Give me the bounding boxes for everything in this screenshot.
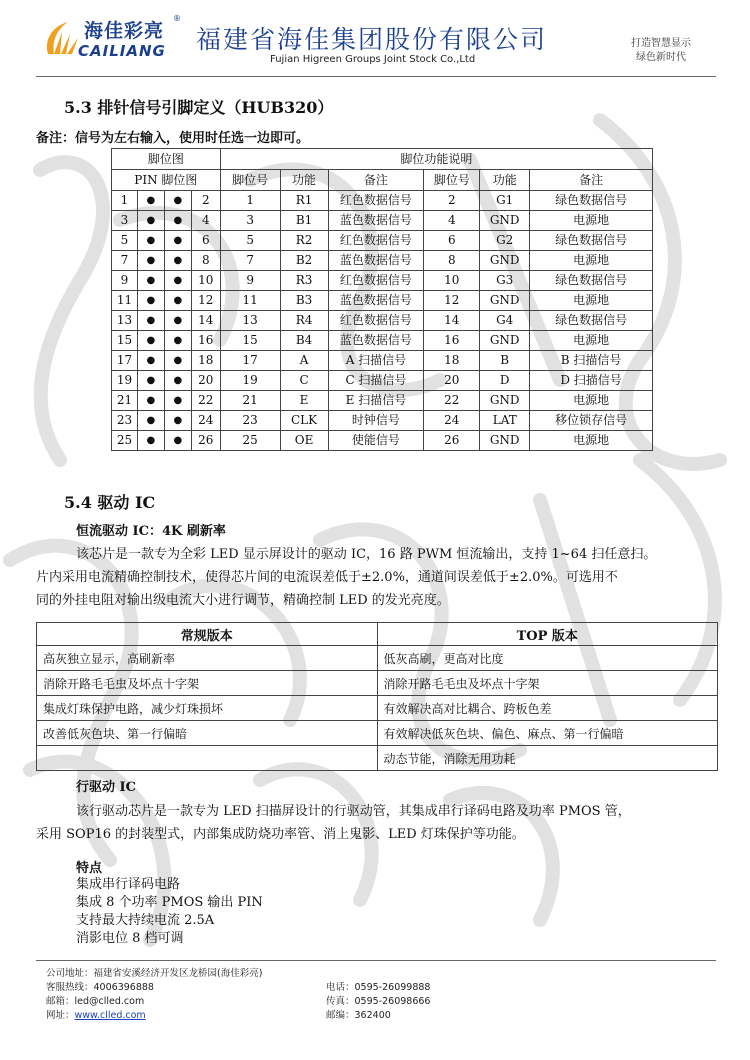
pin-number-even: 26 bbox=[424, 431, 480, 451]
standard-version-cell bbox=[37, 746, 378, 771]
pin-number-odd: 3 bbox=[220, 211, 280, 231]
note-even: 绿色数据信号 bbox=[530, 311, 653, 331]
pin-number-odd: 9 bbox=[220, 271, 280, 291]
subheader-note-2: 备注 bbox=[530, 170, 653, 191]
pin-dot-right: ● bbox=[164, 291, 191, 311]
header-pin-diagram: 脚位图 bbox=[112, 149, 221, 170]
subheader-pin-map: PIN 脚位图 bbox=[112, 170, 221, 191]
function-even: GND bbox=[480, 251, 530, 271]
pin-dot-right: ● bbox=[164, 351, 191, 371]
pin-right-number: 16 bbox=[191, 331, 220, 351]
pin-number-even: 14 bbox=[424, 311, 480, 331]
registered-mark: ® bbox=[173, 14, 181, 23]
table-row bbox=[37, 746, 718, 771]
pin-number-odd: 25 bbox=[220, 431, 280, 451]
pin-number-even: 4 bbox=[424, 211, 480, 231]
section-5-3-note: 备注：信号为左右输入，使用时任选一边即可。 bbox=[36, 131, 310, 146]
footer-website bbox=[46, 1007, 146, 1021]
pin-left-number: 19 bbox=[112, 371, 138, 391]
pin-dot-left: ● bbox=[137, 431, 164, 451]
constant-current-ic-title: 恒流驱动 IC：4K 刷新率 bbox=[76, 524, 226, 539]
pin-dot-left: ● bbox=[137, 411, 164, 431]
note-even: 电源地 bbox=[530, 431, 653, 451]
function-even: GND bbox=[480, 211, 530, 231]
pin-number-odd: 5 bbox=[220, 231, 280, 251]
top-version-cell: 有效解决高对比耦合、跨板色差 bbox=[377, 696, 718, 721]
note-odd: 蓝色数据信号 bbox=[328, 331, 424, 351]
service-label: 客服热线： bbox=[46, 982, 94, 993]
table-row bbox=[112, 391, 653, 411]
function-odd: B4 bbox=[280, 331, 328, 351]
function-odd: B1 bbox=[280, 211, 328, 231]
table-row bbox=[112, 251, 653, 271]
function-odd: R1 bbox=[280, 191, 328, 211]
pin-left-number: 11 bbox=[112, 291, 138, 311]
pin-left-number: 9 bbox=[112, 271, 138, 291]
footer-fax bbox=[326, 993, 430, 1007]
note-odd: 红色数据信号 bbox=[328, 191, 424, 211]
function-odd: CLK bbox=[280, 411, 328, 431]
pin-right-number: 6 bbox=[191, 231, 220, 251]
tel-number: 0595-26099888 bbox=[354, 982, 431, 993]
note-even: B 扫描信号 bbox=[530, 351, 653, 371]
pin-number-odd: 15 bbox=[220, 331, 280, 351]
pin-left-number: 25 bbox=[112, 431, 138, 451]
note-odd: C 扫描信号 bbox=[328, 371, 424, 391]
footer-service-hotline bbox=[46, 979, 154, 993]
subheader-function-2: 功能 bbox=[480, 170, 530, 191]
pin-right-number: 4 bbox=[191, 211, 220, 231]
top-version-cell: 消除开路毛毛虫及坏点十字架 bbox=[377, 671, 718, 696]
table-row bbox=[112, 271, 653, 291]
list-item: 集成 8 个功率 PMOS 输出 PIN bbox=[76, 895, 263, 910]
note-odd: 使能信号 bbox=[328, 431, 424, 451]
function-even: G1 bbox=[480, 191, 530, 211]
table-row bbox=[112, 291, 653, 311]
mail-address: led@clled.com bbox=[74, 996, 145, 1007]
features-list bbox=[76, 876, 263, 948]
function-even: D bbox=[480, 371, 530, 391]
function-even: GND bbox=[480, 331, 530, 351]
pin-number-odd: 21 bbox=[220, 391, 280, 411]
note-odd: 蓝色数据信号 bbox=[328, 291, 424, 311]
note-even: 电源地 bbox=[530, 331, 653, 351]
function-even: LAT bbox=[480, 411, 530, 431]
pin-dot-right: ● bbox=[164, 251, 191, 271]
table-row bbox=[112, 351, 653, 371]
footer-zip bbox=[326, 1007, 391, 1021]
pin-right-number: 26 bbox=[191, 431, 220, 451]
pin-number-even: 22 bbox=[424, 391, 480, 411]
paragraph-line: 该行驱动芯片是一款专为 LED 扫描屏设计的行驱动管，其集成串行译码电路及功率 PMOS 管， bbox=[76, 804, 631, 819]
list-item: 消影电位 8 档可调 bbox=[76, 931, 184, 946]
note-even: 电源地 bbox=[530, 211, 653, 231]
pin-number-even: 6 bbox=[424, 231, 480, 251]
website-link[interactable]: www.clled.com bbox=[74, 1010, 146, 1021]
standard-version-cell: 改善低灰色块、第一行偏暗 bbox=[37, 721, 378, 746]
list-item: 集成串行译码电路 bbox=[76, 877, 181, 892]
pin-dot-right: ● bbox=[164, 371, 191, 391]
pin-number-even: 18 bbox=[424, 351, 480, 371]
pin-number-even: 24 bbox=[424, 411, 480, 431]
subheader-pin-no-1: 脚位号 bbox=[220, 170, 280, 191]
table-row bbox=[37, 696, 718, 721]
service-number: 4006396888 bbox=[93, 982, 154, 993]
logo-chinese: 海佳彩亮 bbox=[84, 20, 165, 42]
note-even: D 扫描信号 bbox=[530, 371, 653, 391]
table-row bbox=[112, 231, 653, 251]
slogan-line-2: 绿色新时代 bbox=[636, 52, 686, 63]
function-even: G2 bbox=[480, 231, 530, 251]
constant-current-ic-paragraph bbox=[36, 543, 716, 612]
table-row bbox=[112, 331, 653, 351]
list-item: 支持最大持续电流 2.5A bbox=[76, 913, 215, 928]
pin-left-number: 21 bbox=[112, 391, 138, 411]
note-even: 电源地 bbox=[530, 291, 653, 311]
footer-divider bbox=[36, 960, 716, 961]
section-5-4-title: 5.4 驱动 IC bbox=[64, 493, 156, 512]
pin-left-number: 15 bbox=[112, 331, 138, 351]
pin-dot-right: ● bbox=[164, 231, 191, 251]
table-row bbox=[112, 431, 653, 451]
standard-version-cell: 集成灯珠保护电路，减少灯珠损坏 bbox=[37, 696, 378, 721]
pin-number-even: 16 bbox=[424, 331, 480, 351]
function-even: G3 bbox=[480, 271, 530, 291]
pin-dot-right: ● bbox=[164, 331, 191, 351]
pin-dot-left: ● bbox=[137, 191, 164, 211]
tel-label: 电话： bbox=[326, 982, 355, 993]
standard-version-header: 常规版本 bbox=[37, 623, 378, 646]
subheader-pin-no-2: 脚位号 bbox=[424, 170, 480, 191]
fax-number: 0595-26098666 bbox=[354, 996, 431, 1007]
pin-dot-left: ● bbox=[137, 291, 164, 311]
pin-dot-right: ● bbox=[164, 191, 191, 211]
note-even: 绿色数据信号 bbox=[530, 271, 653, 291]
section-5-3-title: 5.3 排针信号引脚定义（HUB320） bbox=[64, 98, 334, 117]
function-odd: R3 bbox=[280, 271, 328, 291]
logo-english: CAILIANG bbox=[78, 42, 166, 60]
footer-address: 公司地址：福建省安溪经济开发区龙桥园(海佳彩亮) bbox=[46, 968, 263, 979]
function-even: GND bbox=[480, 391, 530, 411]
pin-right-number: 8 bbox=[191, 251, 220, 271]
pin-left-number: 7 bbox=[112, 251, 138, 271]
table-row bbox=[37, 721, 718, 746]
note-odd: A 扫描信号 bbox=[328, 351, 424, 371]
table-row bbox=[112, 191, 653, 211]
note-even: 电源地 bbox=[530, 251, 653, 271]
version-comparison-table bbox=[36, 622, 718, 771]
footer-telephone bbox=[326, 979, 430, 993]
company-name-cn: 福建省海佳集团股份有限公司 bbox=[196, 25, 548, 54]
note-even: 绿色数据信号 bbox=[530, 231, 653, 251]
pin-number-odd: 23 bbox=[220, 411, 280, 431]
note-odd: 时钟信号 bbox=[328, 411, 424, 431]
pin-dot-right: ● bbox=[164, 271, 191, 291]
function-even: B bbox=[480, 351, 530, 371]
pin-definition-table bbox=[111, 148, 653, 451]
table-row bbox=[37, 646, 718, 671]
paragraph-line: 该芯片是一款专为全彩 LED 显示屏设计的驱动 IC，16 路 PWM 恒流输出，支持 1~64 扫任意扫。 bbox=[76, 547, 657, 562]
pin-right-number: 22 bbox=[191, 391, 220, 411]
pin-dot-left: ● bbox=[137, 371, 164, 391]
company-name-en: Fujian Higreen Groups Joint Stock Co.,Ltd bbox=[270, 54, 476, 65]
pin-number-even: 2 bbox=[424, 191, 480, 211]
pin-left-number: 5 bbox=[112, 231, 138, 251]
standard-version-cell: 消除开路毛毛虫及坏点十字架 bbox=[37, 671, 378, 696]
pin-right-number: 12 bbox=[191, 291, 220, 311]
pin-right-number: 2 bbox=[191, 191, 220, 211]
pin-dot-right: ● bbox=[164, 431, 191, 451]
pin-number-odd: 11 bbox=[220, 291, 280, 311]
note-even: 绿色数据信号 bbox=[530, 191, 653, 211]
note-odd: E 扫描信号 bbox=[328, 391, 424, 411]
features-title: 特点 bbox=[76, 861, 103, 876]
pin-number-odd: 17 bbox=[220, 351, 280, 371]
function-even: GND bbox=[480, 291, 530, 311]
function-odd: OE bbox=[280, 431, 328, 451]
zip-label: 邮编： bbox=[326, 1010, 355, 1021]
pin-number-even: 8 bbox=[424, 251, 480, 271]
fax-label: 传真： bbox=[326, 996, 355, 1007]
pin-dot-left: ● bbox=[137, 211, 164, 231]
note-odd: 蓝色数据信号 bbox=[328, 251, 424, 271]
note-even: 移位锁存信号 bbox=[530, 411, 653, 431]
pin-number-even: 12 bbox=[424, 291, 480, 311]
top-version-cell: 有效解决低灰色块、偏色、麻点、第一行偏暗 bbox=[377, 721, 718, 746]
pin-number-odd: 13 bbox=[220, 311, 280, 331]
note-odd: 红色数据信号 bbox=[328, 231, 424, 251]
pin-left-number: 23 bbox=[112, 411, 138, 431]
table-row bbox=[112, 211, 653, 231]
pin-left-number: 13 bbox=[112, 311, 138, 331]
pin-right-number: 10 bbox=[191, 271, 220, 291]
pin-dot-left: ● bbox=[137, 391, 164, 411]
pin-number-odd: 1 bbox=[220, 191, 280, 211]
pin-right-number: 14 bbox=[191, 311, 220, 331]
top-version-header: TOP 版本 bbox=[377, 623, 718, 646]
pin-dot-left: ● bbox=[137, 311, 164, 331]
paragraph-line: 片内采用电流精确控制技术，使得芯片间的电流误差低于±2.0%，通道间误差低于±2.0%。可选用不 bbox=[36, 570, 618, 585]
pin-left-number: 1 bbox=[112, 191, 138, 211]
subheader-function-1: 功能 bbox=[280, 170, 328, 191]
mail-label: 邮箱： bbox=[46, 996, 75, 1007]
paragraph-line: 同的外挂电阻对输出级电流大小进行调节，精确控制 LED 的发光亮度。 bbox=[36, 593, 450, 608]
subheader-note-1: 备注 bbox=[328, 170, 424, 191]
footer-email bbox=[46, 993, 144, 1007]
pin-dot-right: ● bbox=[164, 391, 191, 411]
pin-right-number: 24 bbox=[191, 411, 220, 431]
note-odd: 蓝色数据信号 bbox=[328, 211, 424, 231]
function-even: GND bbox=[480, 431, 530, 451]
pin-left-number: 3 bbox=[112, 211, 138, 231]
paragraph-line: 采用 SOP16 的封装型式，内部集成防烧功率管、消上鬼影、LED 灯珠保护等功能。 bbox=[36, 827, 525, 842]
note-odd: 红色数据信号 bbox=[328, 271, 424, 291]
note-odd: 红色数据信号 bbox=[328, 311, 424, 331]
pin-number-even: 20 bbox=[424, 371, 480, 391]
pin-number-even: 10 bbox=[424, 271, 480, 291]
pin-dot-left: ● bbox=[137, 331, 164, 351]
top-version-cell: 动态节能，消除无用功耗 bbox=[377, 746, 718, 771]
function-odd: A bbox=[280, 351, 328, 371]
pin-left-number: 17 bbox=[112, 351, 138, 371]
table-row bbox=[112, 411, 653, 431]
slogan-line-1: 打造智慧显示 bbox=[631, 38, 691, 49]
function-odd: R4 bbox=[280, 311, 328, 331]
table-row bbox=[112, 311, 653, 331]
row-driver-ic-paragraph bbox=[36, 800, 716, 846]
pin-right-number: 20 bbox=[191, 371, 220, 391]
function-even: G4 bbox=[480, 311, 530, 331]
header-divider bbox=[36, 76, 716, 77]
pin-dot-right: ● bbox=[164, 311, 191, 331]
function-odd: R2 bbox=[280, 231, 328, 251]
top-version-cell: 低灰高刷，更高对比度 bbox=[377, 646, 718, 671]
standard-version-cell: 高灰独立显示，高刷新率 bbox=[37, 646, 378, 671]
function-odd: C bbox=[280, 371, 328, 391]
function-odd: B2 bbox=[280, 251, 328, 271]
table-row bbox=[112, 371, 653, 391]
pin-number-odd: 19 bbox=[220, 371, 280, 391]
function-odd: B3 bbox=[280, 291, 328, 311]
pin-dot-right: ● bbox=[164, 411, 191, 431]
pin-right-number: 18 bbox=[191, 351, 220, 371]
header-pin-function: 脚位功能说明 bbox=[220, 149, 652, 170]
table-row bbox=[37, 671, 718, 696]
pin-dot-left: ● bbox=[137, 251, 164, 271]
pin-dot-left: ● bbox=[137, 351, 164, 371]
row-driver-ic-title: 行驱动 IC bbox=[76, 780, 136, 795]
function-odd: E bbox=[280, 391, 328, 411]
pin-dot-left: ● bbox=[137, 231, 164, 251]
pin-number-odd: 7 bbox=[220, 251, 280, 271]
zip-code: 362400 bbox=[354, 1010, 391, 1021]
pin-dot-right: ● bbox=[164, 211, 191, 231]
page-header bbox=[0, 0, 750, 80]
note-even: 电源地 bbox=[530, 391, 653, 411]
pin-dot-left: ● bbox=[137, 271, 164, 291]
web-label: 网址： bbox=[46, 1010, 75, 1021]
